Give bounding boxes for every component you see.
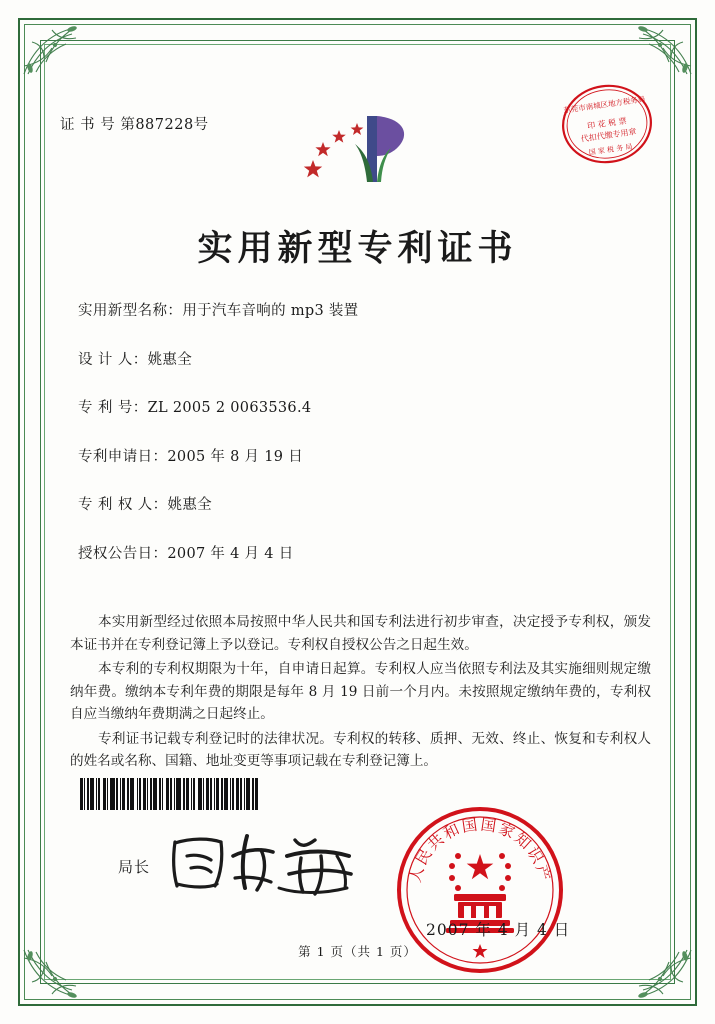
field-patentee <box>78 493 659 514</box>
body-paragraphs <box>70 611 651 775</box>
issue-date: 2007 年 4 月 4 日 <box>426 921 571 939</box>
certificate-content <box>56 56 659 968</box>
paragraph-3: 专利证书记载专利登记时的法律状况。专利权的转移、质押、无效、终止、恢复和专利权人的姓名或名称、国籍、地址变更等事项记载在专利登记簿上。 <box>70 730 651 769</box>
field-label: 专 利 权 人： <box>78 497 168 513</box>
field-patent-number <box>78 396 659 417</box>
svg-text:中华人民共和国国家知识产权局: 人民共和国国家知识产 <box>406 815 554 885</box>
field-utility-model-name <box>78 299 659 320</box>
field-designer <box>78 348 659 369</box>
field-value: 用于汽车音响的 mp3 装置 <box>182 303 359 319</box>
field-label: 授权公告日： <box>78 545 168 562</box>
field-label: 实用新型名称： <box>78 303 183 319</box>
paragraph-2: 本专利的专利权期限为十年，自申请日起算。专利权人应当依照专利法及其实施细则规定缴纳年费。缴纳本专利年费的期限是每年 8 月 19 日前一个月内。未按照规定缴纳年费的，专利权自应当缴纳年费期满之日起终止。 <box>70 661 651 722</box>
field-grant-announcement-date <box>78 542 659 563</box>
field-label: 专 利 号： <box>78 400 148 416</box>
svg-text:东莞市南城区地方税务局: 东莞市南城区地方税务局 <box>562 94 646 115</box>
paragraph-1: 本实用新型经过依照本局按照中华人民共和国专利法进行初步审查，决定授予专利权，颁发本证书并在专利登记簿上予以登记。专利权自授权公告之日起生效。 <box>70 614 651 653</box>
field-value: 姚惠全 <box>147 351 193 368</box>
director-signature <box>161 826 376 904</box>
tax-stamp-seal <box>554 76 660 172</box>
field-value: 姚惠全 <box>167 497 212 513</box>
svg-text:印 花 税 票: 印 花 税 票 <box>586 116 628 131</box>
field-list <box>78 299 659 590</box>
page-footer: 第 1 页（共 1 页） <box>298 944 417 959</box>
field-value: ZL 2005 2 0063536.4 <box>147 400 312 416</box>
director-label: 局长 <box>118 858 151 876</box>
page-title: 实用新型专利证书 <box>197 228 518 269</box>
barcode <box>80 778 308 810</box>
certificate-number: 证 书 号 第887228号 <box>60 117 209 133</box>
field-application-date <box>78 445 659 466</box>
svg-text:国 家 税 务 局: 国 家 税 务 局 <box>588 142 633 157</box>
svg-text:代扣代缴专用章: 代扣代缴专用章 <box>580 127 637 144</box>
field-value: 2005 年 8 月 19 日 <box>167 448 304 465</box>
field-label: 设 计 人： <box>78 351 148 368</box>
sipo-logo-icon <box>299 108 429 190</box>
field-label: 专利申请日： <box>78 448 168 465</box>
field-value: 2007 年 4 月 4 日 <box>167 545 294 562</box>
